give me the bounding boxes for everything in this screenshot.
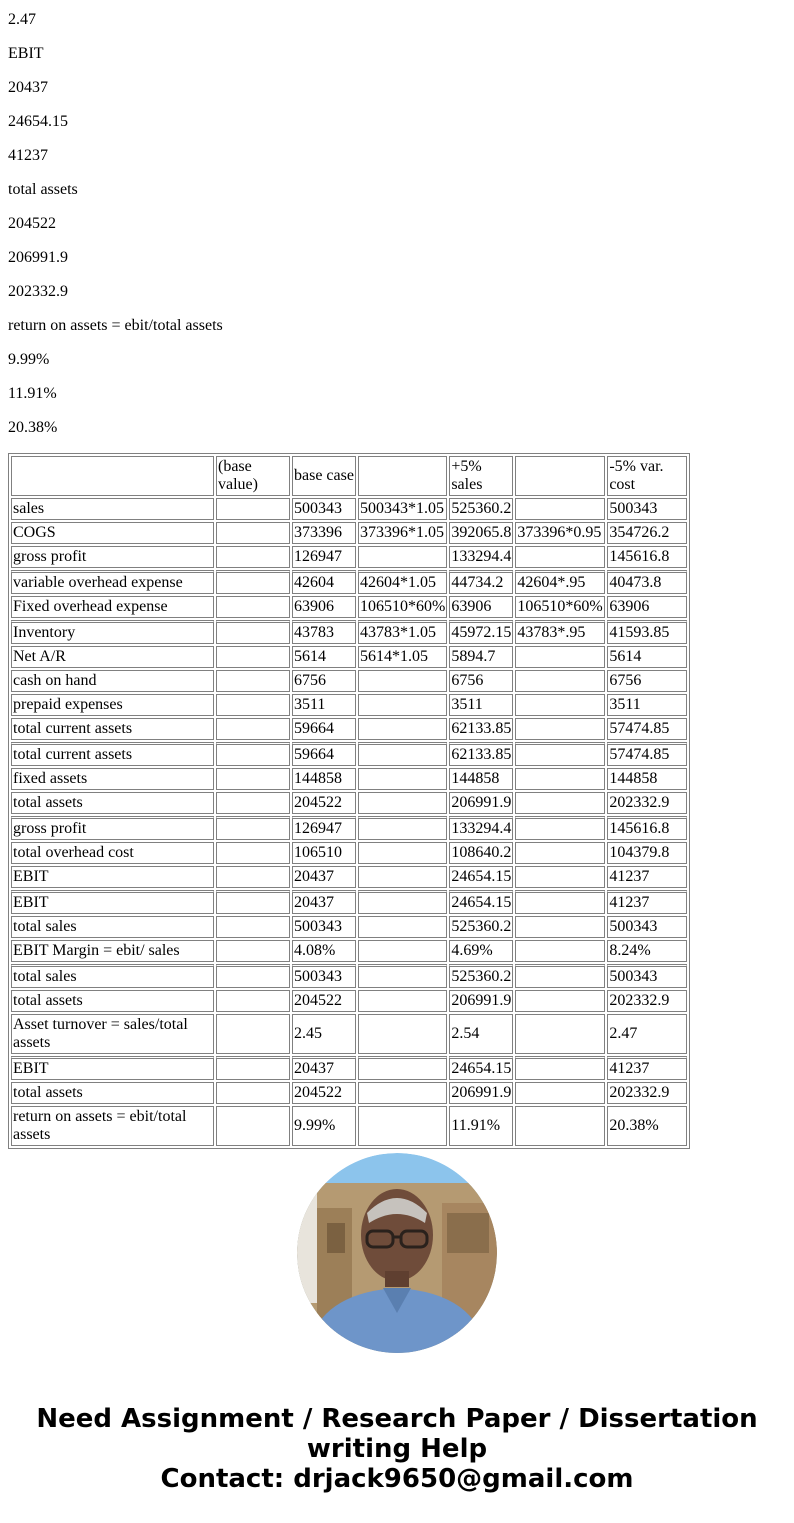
table-cell: 24654.15 (449, 1056, 513, 1080)
table-cell (216, 842, 290, 864)
table-cell (216, 1056, 290, 1080)
table-cell (358, 940, 447, 962)
row-label-cell: variable overhead expense (11, 570, 214, 594)
table-row (11, 620, 687, 644)
table-cell: 6756 (607, 670, 687, 692)
table-cell: 62133.85 (449, 718, 513, 740)
table-cell (216, 718, 290, 740)
header-cell (11, 456, 214, 496)
footer-headline-1: Need Assignment / Research Paper / Dissertation (36, 1404, 758, 1434)
table-cell: 144858 (449, 768, 513, 790)
paragraph: 24654.15 (8, 113, 68, 130)
paragraph: 11.91% (8, 385, 57, 402)
table-cell: 144858 (607, 768, 687, 790)
paragraph: EBIT (8, 45, 44, 62)
table-row (11, 1106, 687, 1146)
paragraph: 2.47 (8, 11, 36, 28)
table-cell: 133294.4 (449, 816, 513, 840)
table-cell: 43783*1.05 (358, 620, 447, 644)
table-cell: 525360.2 (449, 964, 513, 988)
table-cell (515, 646, 605, 668)
table-cell (358, 1014, 447, 1054)
table-cell (515, 498, 605, 520)
header-cell: (base value) (216, 456, 290, 496)
table-row (11, 522, 687, 544)
financial-table-body (11, 456, 687, 1146)
table-row (11, 940, 687, 962)
table-cell (216, 620, 290, 644)
table-cell: 41237 (607, 890, 687, 914)
table-cell: 24654.15 (449, 890, 513, 914)
table-cell (515, 1106, 605, 1146)
table-cell: 133294.4 (449, 546, 513, 568)
table-cell (358, 1056, 447, 1080)
table-cell: 41237 (607, 866, 687, 888)
table-cell: 20437 (292, 866, 356, 888)
row-label-cell: return on assets = ebit/total assets (11, 1106, 214, 1146)
table-cell: 57474.85 (607, 742, 687, 766)
row-label-cell: total sales (11, 964, 214, 988)
table-cell: 145616.8 (607, 546, 687, 568)
table-cell (216, 1106, 290, 1146)
table-cell (216, 596, 290, 618)
table-row (11, 694, 687, 716)
row-label-cell: total current assets (11, 718, 214, 740)
table-cell: 3511 (449, 694, 513, 716)
table-cell (216, 940, 290, 962)
table-cell (515, 916, 605, 938)
table-cell: 5614*1.05 (358, 646, 447, 668)
row-label-cell: gross profit (11, 816, 214, 840)
header-cell (358, 456, 447, 496)
table-cell (358, 964, 447, 988)
table-cell: 206991.9 (449, 990, 513, 1012)
table-cell (358, 742, 447, 766)
table-row (11, 842, 687, 864)
table-cell (216, 866, 290, 888)
table-cell (216, 916, 290, 938)
table-cell (515, 1056, 605, 1080)
table-cell: 24654.15 (449, 866, 513, 888)
table-cell: 500343 (292, 498, 356, 520)
table-row (11, 816, 687, 840)
header-cell (515, 456, 605, 496)
table-row (11, 916, 687, 938)
table-cell: 44734.2 (449, 570, 513, 594)
table-cell (515, 670, 605, 692)
paragraph: 41237 (8, 147, 48, 164)
paragraph: return on assets = ebit/total assets (8, 317, 223, 334)
table-cell: 202332.9 (607, 792, 687, 814)
table-cell: 106510*60% (358, 596, 447, 618)
table-row (11, 646, 687, 668)
table-cell: 20.38% (607, 1106, 687, 1146)
table-cell: 106510*60% (515, 596, 605, 618)
table-row (11, 596, 687, 618)
table-cell (515, 940, 605, 962)
header-cell: +5% sales (449, 456, 513, 496)
table-cell (216, 990, 290, 1012)
table-row (11, 498, 687, 520)
table-row (11, 1056, 687, 1080)
row-label-cell: COGS (11, 522, 214, 544)
table-cell (216, 1082, 290, 1104)
table-cell: 202332.9 (607, 1082, 687, 1104)
table-row (11, 670, 687, 692)
table-cell: 43783 (292, 620, 356, 644)
table-cell (216, 816, 290, 840)
table-row (11, 890, 687, 914)
table-cell (216, 768, 290, 790)
table-cell (216, 570, 290, 594)
paragraph: 202332.9 (8, 283, 68, 300)
table-cell (515, 694, 605, 716)
paragraph: 20437 (8, 79, 48, 96)
table-cell (515, 1014, 605, 1054)
table-cell (358, 546, 447, 568)
table-cell (358, 842, 447, 864)
table-cell: 5894.7 (449, 646, 513, 668)
table-cell: 500343 (292, 964, 356, 988)
table-cell: 2.54 (449, 1014, 513, 1054)
table-cell (216, 890, 290, 914)
table-cell (216, 792, 290, 814)
table-cell: 3511 (607, 694, 687, 716)
table-row (11, 866, 687, 888)
table-cell: 144858 (292, 768, 356, 790)
table-cell (358, 916, 447, 938)
table-cell: 4.69% (449, 940, 513, 962)
table-cell: 62133.85 (449, 742, 513, 766)
table-row (11, 742, 687, 766)
paragraph: 9.99% (8, 351, 50, 368)
row-label-cell: EBIT (11, 1056, 214, 1080)
table-cell (216, 964, 290, 988)
table-row (11, 718, 687, 740)
table-cell: 5614 (607, 646, 687, 668)
table-cell: 59664 (292, 742, 356, 766)
table-cell: 59664 (292, 718, 356, 740)
table-cell: 204522 (292, 792, 356, 814)
table-cell: 41593.85 (607, 620, 687, 644)
table-cell (515, 866, 605, 888)
table-cell: 145616.8 (607, 816, 687, 840)
table-cell: 204522 (292, 990, 356, 1012)
row-label-cell: Inventory (11, 620, 214, 644)
table-cell (358, 990, 447, 1012)
table-cell: 63906 (292, 596, 356, 618)
table-header-row (11, 456, 687, 496)
row-label-cell: total assets (11, 792, 214, 814)
header-cell: -5% var. cost (607, 456, 687, 496)
footer-contact: Contact: drjack9650@gmail.com (160, 1464, 634, 1494)
table-cell (216, 742, 290, 766)
table-cell (515, 816, 605, 840)
table-cell: 525360.2 (449, 916, 513, 938)
table-cell: 42604*1.05 (358, 570, 447, 594)
footer-headline-2: writing Help (306, 1434, 488, 1464)
row-label-cell: Fixed overhead expense (11, 596, 214, 618)
table-cell: 20437 (292, 1056, 356, 1080)
table-cell (515, 768, 605, 790)
table-cell: 104379.8 (607, 842, 687, 864)
financial-table-wrapper (8, 453, 690, 1149)
table-cell: 6756 (292, 670, 356, 692)
table-cell: 202332.9 (607, 990, 687, 1012)
table-cell: 126947 (292, 816, 356, 840)
table-cell: 500343 (607, 964, 687, 988)
table-cell (515, 718, 605, 740)
table-cell (358, 768, 447, 790)
author-avatar (297, 1153, 497, 1353)
table-row (11, 546, 687, 568)
table-cell (216, 646, 290, 668)
table-cell: 11.91% (449, 1106, 513, 1146)
table-cell: 206991.9 (449, 1082, 513, 1104)
table-row (11, 990, 687, 1012)
financial-table (8, 453, 690, 1149)
table-cell: 63906 (607, 596, 687, 618)
table-row (11, 1082, 687, 1104)
table-cell (515, 890, 605, 914)
row-label-cell: sales (11, 498, 214, 520)
table-cell (515, 842, 605, 864)
paragraph: 20.38% (8, 419, 58, 436)
table-cell: 42604 (292, 570, 356, 594)
table-cell: 4.08% (292, 940, 356, 962)
table-cell: 5614 (292, 646, 356, 668)
table-cell: 354726.2 (607, 522, 687, 544)
row-label-cell: total overhead cost (11, 842, 214, 864)
table-cell (515, 546, 605, 568)
table-cell: 500343 (292, 916, 356, 938)
table-cell: 106510 (292, 842, 356, 864)
table-cell (358, 1082, 447, 1104)
table-cell: 41237 (607, 1056, 687, 1080)
table-cell: 500343*1.05 (358, 498, 447, 520)
row-label-cell: total current assets (11, 742, 214, 766)
row-label-cell: gross profit (11, 546, 214, 568)
table-cell: 204522 (292, 1082, 356, 1104)
table-cell (515, 1082, 605, 1104)
header-cell: base case (292, 456, 356, 496)
table-cell: 3511 (292, 694, 356, 716)
table-cell: 20437 (292, 890, 356, 914)
row-label-cell: fixed assets (11, 768, 214, 790)
table-cell: 57474.85 (607, 718, 687, 740)
table-cell: 126947 (292, 546, 356, 568)
table-cell (216, 522, 290, 544)
table-cell (358, 890, 447, 914)
table-cell (515, 990, 605, 1012)
table-cell: 206991.9 (449, 792, 513, 814)
table-cell (358, 718, 447, 740)
table-cell: 40473.8 (607, 570, 687, 594)
table-cell (358, 816, 447, 840)
row-label-cell: total sales (11, 916, 214, 938)
row-label-cell: EBIT Margin = ebit/ sales (11, 940, 214, 962)
table-cell (358, 792, 447, 814)
table-row (11, 768, 687, 790)
table-cell: 43783*.95 (515, 620, 605, 644)
row-label-cell: Net A/R (11, 646, 214, 668)
row-label-cell: cash on hand (11, 670, 214, 692)
row-label-cell: prepaid expenses (11, 694, 214, 716)
table-cell: 500343 (607, 498, 687, 520)
table-cell: 45972.15 (449, 620, 513, 644)
table-cell: 2.45 (292, 1014, 356, 1054)
row-label-cell: total assets (11, 1082, 214, 1104)
row-label-cell: EBIT (11, 890, 214, 914)
row-label-cell: Asset turnover = sales/total assets (11, 1014, 214, 1054)
table-cell (515, 792, 605, 814)
table-cell (216, 694, 290, 716)
table-cell: 525360.2 (449, 498, 513, 520)
paragraph: 204522 (8, 215, 56, 232)
table-cell (358, 670, 447, 692)
table-row (11, 570, 687, 594)
table-cell (515, 742, 605, 766)
table-cell (515, 964, 605, 988)
contact-footer (0, 1404, 794, 1494)
table-cell: 9.99% (292, 1106, 356, 1146)
table-cell (358, 866, 447, 888)
row-label-cell: EBIT (11, 866, 214, 888)
table-cell (358, 1106, 447, 1146)
table-cell: 108640.2 (449, 842, 513, 864)
intro-paragraphs (8, 11, 223, 453)
table-cell: 392065.8 (449, 522, 513, 544)
table-cell: 63906 (449, 596, 513, 618)
table-cell (216, 498, 290, 520)
table-cell: 42604*.95 (515, 570, 605, 594)
table-cell (358, 694, 447, 716)
table-cell: 373396*1.05 (358, 522, 447, 544)
table-cell: 373396*0.95 (515, 522, 605, 544)
table-row (11, 792, 687, 814)
table-cell: 2.47 (607, 1014, 687, 1054)
table-cell: 8.24% (607, 940, 687, 962)
table-cell (216, 546, 290, 568)
table-cell: 500343 (607, 916, 687, 938)
table-row (11, 964, 687, 988)
paragraph: 206991.9 (8, 249, 68, 266)
table-cell: 373396 (292, 522, 356, 544)
table-cell: 6756 (449, 670, 513, 692)
table-row (11, 1014, 687, 1054)
paragraph: total assets (8, 181, 78, 198)
table-cell (216, 1014, 290, 1054)
row-label-cell: total assets (11, 990, 214, 1012)
table-cell (216, 670, 290, 692)
